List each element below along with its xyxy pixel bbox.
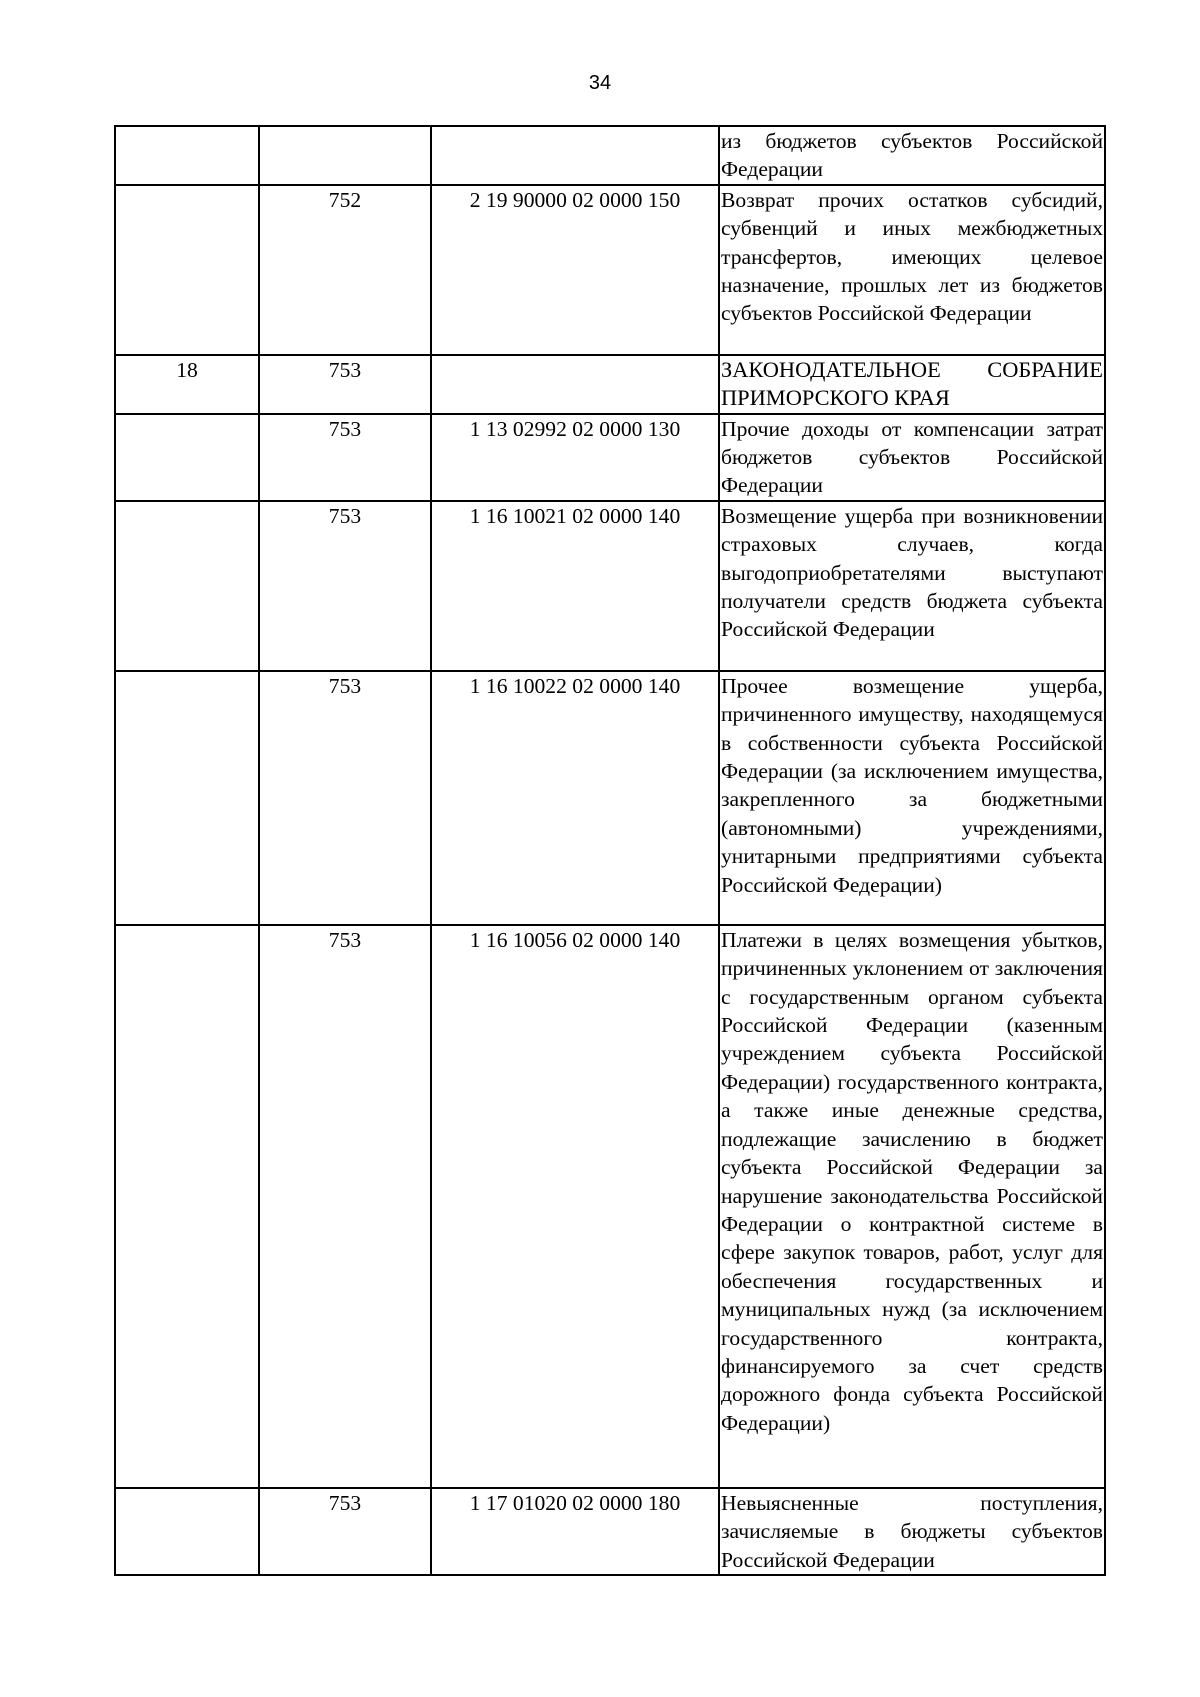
table-row bbox=[115, 501, 1105, 671]
revenue-code-cell: 1 16 10021 02 0000 140 bbox=[431, 501, 719, 671]
table-row bbox=[115, 671, 1105, 925]
description-cell: из бюджетов субъектов Российской Федерации bbox=[719, 126, 1105, 185]
row-number-cell bbox=[115, 671, 259, 925]
administrator-code-cell: 753 bbox=[259, 671, 431, 925]
row-number-cell bbox=[115, 126, 259, 185]
administrator-code-cell: 753 bbox=[259, 1488, 431, 1575]
revenue-code-cell: 1 16 10022 02 0000 140 bbox=[431, 671, 719, 925]
administrator-code-cell: 753 bbox=[259, 355, 431, 414]
table-row bbox=[115, 1488, 1105, 1575]
description-cell: Прочее возмещение ущерба, причиненного имуществу, находящемуся в собственности субъекта Российской Федерации (за исключением имущества, закрепленного за бюджетными (автономными) учреждениями, унитарными предприятиями субъекта Российской Федерации) bbox=[719, 671, 1105, 925]
revenue-code-cell: 2 19 90000 02 0000 150 bbox=[431, 185, 719, 355]
administrator-code-cell: 753 bbox=[259, 501, 431, 671]
row-number-cell bbox=[115, 501, 259, 671]
description-cell: Платежи в целях возмещения убытков, причиненных уклонением от заключения с государственным органом субъекта Российской Федерации (казенным учреждением субъекта Российской Федерации) государственного контракта, а также иные денежные средства, подлежащие зачислению в бюджет субъекта Российской Федерации за нарушение законодательства Российской Федерации о контрактной системе в сфере закупок товаров, работ, услуг для обеспечения государственных и муниципальных нужд (за исключением государственного контракта, финансируемого за счет средств дорожного фонда субъекта Российской Федерации) bbox=[719, 925, 1105, 1488]
description-cell: Возмещение ущерба при возникновении страховых случаев, когда выгодоприобретателями выступают получатели средств бюджета субъекта Российской Федерации bbox=[719, 501, 1105, 671]
revenue-codes-table bbox=[114, 125, 1106, 1576]
row-number-cell bbox=[115, 414, 259, 501]
page-number: 34 bbox=[588, 72, 612, 94]
row-number-cell: 18 bbox=[115, 355, 259, 414]
revenue-code-cell: 1 17 01020 02 0000 180 bbox=[431, 1488, 719, 1575]
table-row bbox=[115, 355, 1105, 414]
row-number-cell bbox=[115, 925, 259, 1488]
description-cell: Прочие доходы от компенсации затрат бюджетов субъектов Российской Федерации bbox=[719, 414, 1105, 501]
row-number-cell bbox=[115, 1488, 259, 1575]
administrator-code-cell: 753 bbox=[259, 414, 431, 501]
revenue-code-cell bbox=[431, 126, 719, 185]
administrator-code-cell: 752 bbox=[259, 185, 431, 355]
table-row bbox=[115, 185, 1105, 355]
table-row bbox=[115, 126, 1105, 185]
row-number-cell bbox=[115, 185, 259, 355]
description-cell: Невыясненные поступления, зачисляемые в бюджеты субъектов Российской Федерации bbox=[719, 1488, 1105, 1575]
table-row bbox=[115, 414, 1105, 501]
section-heading-cell: ЗАКОНОДАТЕЛЬНОЕ СОБРАНИЕ ПРИМОРСКОГО КРАЯ bbox=[719, 355, 1105, 414]
revenue-code-cell bbox=[431, 355, 719, 414]
administrator-code-cell: 753 bbox=[259, 925, 431, 1488]
revenue-code-cell: 1 13 02992 02 0000 130 bbox=[431, 414, 719, 501]
revenue-code-cell: 1 16 10056 02 0000 140 bbox=[431, 925, 719, 1488]
table-row bbox=[115, 925, 1105, 1488]
description-cell: Возврат прочих остатков субсидий, субвенций и иных межбюджетных трансфертов, имеющих целевое назначение, прошлых лет из бюджетов субъектов Российской Федерации bbox=[719, 185, 1105, 355]
administrator-code-cell bbox=[259, 126, 431, 185]
